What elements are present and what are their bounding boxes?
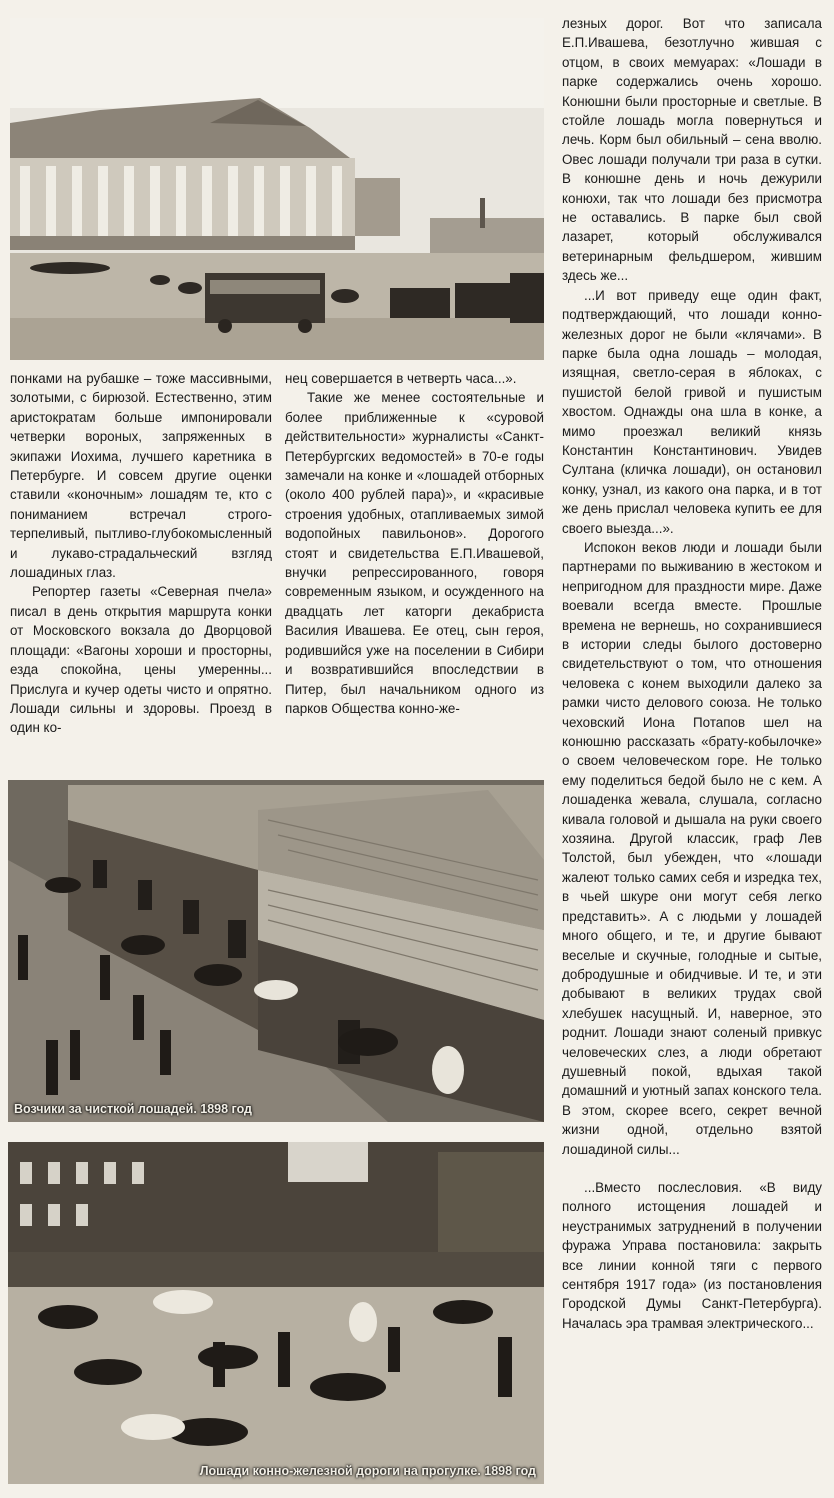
column-1-paragraph-2: Репортер газеты «Северная пчела» писал в день открытия маршрута конки от Московского вокзала до Дворцовой площади: «Вагоны хороши и просторны, езда спокойна, цены умеренны... Прислуга и кучер одеты чисто и опрятно. Лошади сильны и здоровы. Проезд в один ко- — [10, 584, 272, 736]
photo-yard-caption: Лошади конно-железной дороги на прогулке. 1898 год — [199, 1464, 536, 1478]
column-2-paragraph-2: Такие же менее состоятельные и более приближенные к «суровой действительности» журналисты «Санкт-Петербургских ведомостей» в 70-е годы замечали на конке и «лошадей отборных (около 400 рублей пара)», и «красивые строения удобных, отапливаемых зимой водопойных павильонов». Дорогого стоят и свидетельства Е.П.Ивашевой, внучки репрессированного, говоря современным языком, и осужденного на двадцать лет каторги декабриста Василия Ивашева. Ее отец, сын героя, родившийся уже на поселении в Сибири и возвратившийся впоследствии в Питер, был начальником одного из парков Общества конно-же- — [285, 390, 544, 716]
photo-horse-yard — [8, 1142, 544, 1484]
column-1-paragraph-1: понками на рубашке – тоже массивными, золотыми, с бирюзой. Естественно, этим аристократам больше импонировали четверки вороных, запряженных в экипажи Иохима, лучшего каретника в Петербурге. И совсем другие оценки ставили «коночным» лошадям те, кто с пониманием встречал строго-терпеливый, пытливо-глубокомысленный и лукаво-страдальческий взгляд лошадиных глаз. — [10, 371, 272, 581]
text-column-2 — [285, 369, 544, 718]
photo-stables-image — [8, 780, 544, 1122]
photo-exchange-image — [10, 18, 544, 360]
photo-stables — [8, 780, 544, 1122]
text-column-1 — [10, 369, 272, 738]
photo-exchange-building — [10, 18, 544, 360]
photo-stables-caption: Возчики за чисткой лошадей. 1898 год — [14, 1102, 252, 1116]
column-3-paragraph-4: ...Вместо послесловия. «В виду полного истощения лошадей и неустранимых затруднений в получении фуража Управа постановила: закрыть все линии конной тяги с первого сентября 1917 года» (из постановления Городской Думы Санкт-Петербурга). Началась эра трамвая электрического... — [562, 1179, 822, 1331]
photo-yard-image — [8, 1142, 544, 1484]
column-3-paragraph-3: Испокон веков люди и лошади были партнерами по выживанию в жестоком и непригодном для праздности мире. Даже воевали всегда вместе. Прошлые времена не вернешь, но сохранившиеся в истории следы былого достоверно свидетельствуют о том, что отношения человека с конем выходили далеко за рамки чисто делового союза. Не только чеховский Иона Потапов шел на конюшню рассказать «брату-кобылочке» о своем человеческом горе. Не только ему поделиться бедой было не с кем. А лошаденка жевала, слушала, согласно кивала головой и дышала на руки своего хозяина. Другой классик, граф Лев Толстой, был убежден, что «лошади жалеют только самих себя и изредка тех, в чьей шкуре они могут себя легко представить». А с людьми у лошадей много общего, и те, и другие бывают веселые и скучные, голодные и сытые, добродушные и обидчивые. И те, и эти добывают в великих трудах свой хлебушек насущный. И, наверное, это роднит. Лошади знают соленый привкус человеческих слез, а люди обретают душевный покой, вдыхая такой домашний и уютный запах конского тела. В этом, скорее всего, секрет вечной жизни одной, отдельно взятой лошадиной силы... — [562, 539, 822, 1157]
column-2-paragraph-1: нец совершается в четверть часа...». — [285, 371, 517, 386]
text-column-3 — [562, 14, 822, 1333]
column-3-paragraph-2: ...И вот приведу еще один факт, подтверждающий, что лошади конно-железных дорог не были «клячами». В парке была одна лошадь – молодая, изящная, светло-серая в яблоках, с пушистой белой гривой и пушистым хвостом. Однажды она шла в конке, а мимо проезжал великий князь Константин Константинович. Увидев Султана (кличка лошади), он остановил конку, узнал, из какого она парка, и в тот же день прислал человека купить ее для своего выезда...». — [562, 287, 822, 536]
column-3-paragraph-1: лезных дорог. Вот что записала Е.П.Ивашева, безотлучно жившая с отцом, в своих мемуарах: «Лошади в парке содержались очень хорошо. Конюшни были просторные и светлые. В стойле лошадь могла повернуться и лечь. Корм был обильный – сена вволю. Овес лошади получали три раза в сутки. В конюшне день и ночь дежурили конюхи, так что лошади без присмотра не оставались. В парке был свой лазарет, который обслуживался ветеринарным фельдшером, жившим здесь же... — [562, 16, 822, 284]
